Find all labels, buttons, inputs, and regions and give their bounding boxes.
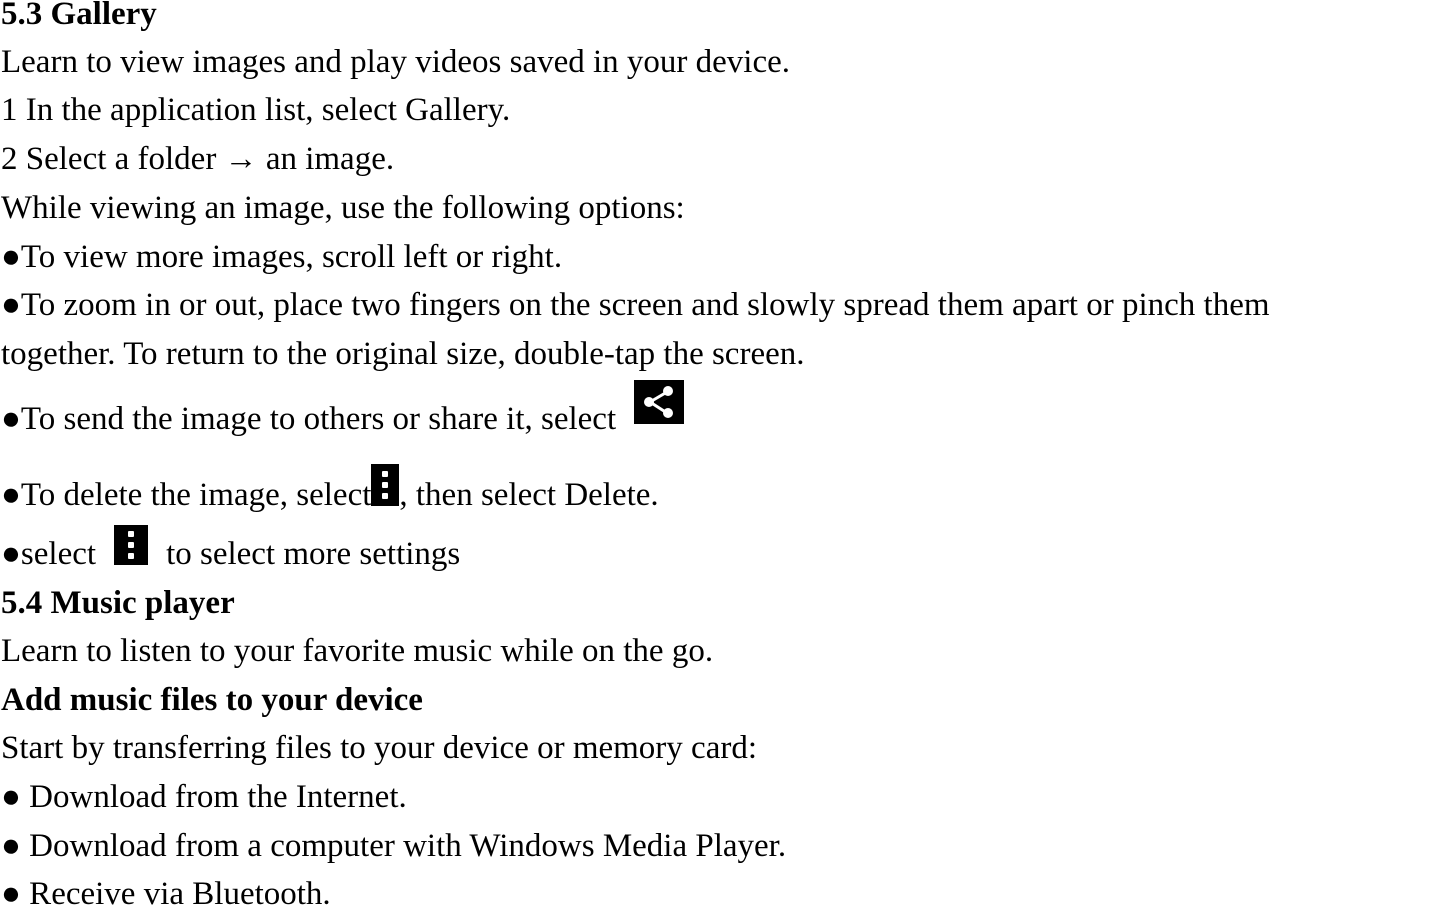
bullet-delete-text-after: , then select Delete.: [399, 477, 659, 513]
gallery-intro: Learn to view images and play videos saved in your device.: [1, 44, 791, 80]
music-transfer-intro: Start by transferring files to your device or memory card:: [1, 730, 758, 766]
more-options-icon: [114, 525, 148, 565]
bullet-zoom-line-2: together. To return to the original size, double-tap the screen.: [1, 336, 805, 372]
music-bullet-windows-media-player: ● Download from a computer with Windows Media Player.: [1, 828, 787, 864]
music-heading: 5.4 Music player: [1, 585, 235, 621]
music-intro: Learn to listen to your favorite music while on the go.: [1, 633, 714, 669]
bullet-scroll: ●To view more images, scroll left or right.: [1, 239, 563, 275]
bullet-share: [1, 400, 684, 438]
music-subheading: Add music files to your device: [1, 682, 423, 718]
bullet-delete: [1, 476, 659, 514]
bullet-settings: [1, 535, 460, 573]
music-bullet-internet: ● Download from the Internet.: [1, 779, 407, 815]
bullet-share-text: ●To send the image to others or share it, select: [1, 401, 617, 437]
more-options-icon: [371, 464, 399, 506]
music-bullet-bluetooth: ● Receive via Bluetooth.: [1, 876, 331, 912]
share-icon: [634, 380, 684, 424]
gallery-step-1: 1 In the application list, select Gallery.: [1, 92, 511, 128]
gallery-heading: 5.3 Gallery: [1, 0, 157, 32]
gallery-options-intro: While viewing an image, use the following options:: [1, 190, 685, 226]
bullet-zoom-line-1: ●To zoom in or out, place two fingers on the screen and slowly spread them apart or pinch them: [1, 287, 1270, 323]
bullet-delete-text-before: ●To delete the image, select: [1, 477, 372, 513]
bullet-settings-text-after: to select more settings: [166, 536, 461, 572]
bullet-settings-text-before: ●select: [1, 536, 97, 572]
gallery-step-2: 2 Select a folder → an image.: [1, 141, 395, 177]
